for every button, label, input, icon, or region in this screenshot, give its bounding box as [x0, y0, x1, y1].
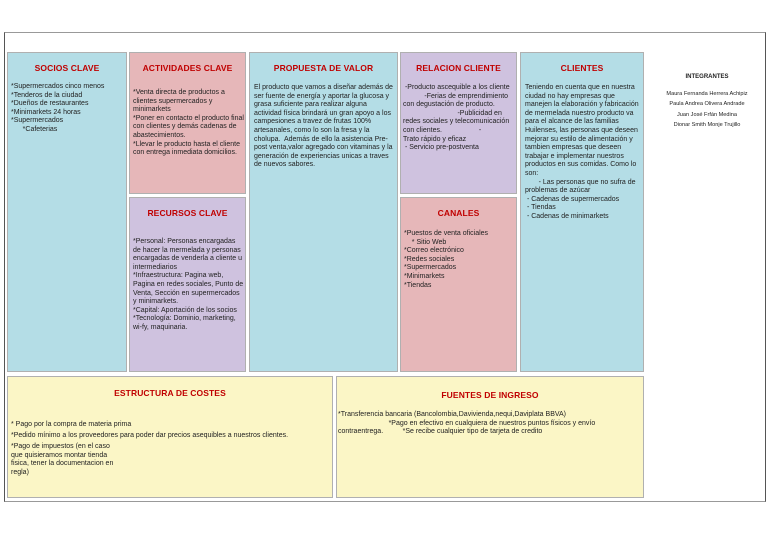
estructura-costes-line-3: *Pago de impuestos (en el caso que quisieramos montar tienda fisica, tener la documentacion en regla): [11, 443, 114, 476]
clientes-title: CLIENTES: [560, 63, 604, 73]
clientes-block: [520, 52, 644, 372]
integrante-3: Juan José Frfán Medina: [676, 111, 737, 118]
propuesta-valor-title: PROPUESTA DE VALOR: [273, 63, 374, 73]
propuesta-valor-block: [249, 52, 398, 372]
estructura-costes-line-1: * Pago por la compra de materia prima: [11, 421, 132, 428]
relacion-cliente-title: RELACION CLIENTE: [416, 63, 501, 73]
canales-text: *Puestos de venta oficiales * Sitio Web *Correo electrónico *Redes sociales *Supermercados *Minimarkets *Tiendas: [404, 230, 489, 289]
relacion-cliente-text: -Producto ascequible a los cliente -Ferias de emprendimiento con degustación de producto. -Publicidad en redes sociales y telecomunicación con clientes. - Trato rápido y eficaz - Servicio pre-postventa: [403, 84, 510, 152]
fuentes-ingreso-title: FUENTES DE INGRESO: [441, 390, 539, 400]
actividades-clave-text: *Venta directa de productos a clientes supermercados y minimarkets *Poner en contacto el producto final con clientes y demás cadenas de abastecimientos. *Llevar le producto hasta el cliente con entrega inmediata domicilios.: [133, 89, 244, 157]
estructura-costes-title: ESTRUCTURA DE COSTES: [114, 388, 226, 398]
recursos-clave-title: RECURSOS CLAVE: [147, 208, 228, 218]
actividades-clave-title: ACTIVIDADES CLAVE: [142, 63, 233, 73]
canales-title: CANALES: [437, 208, 480, 218]
integrantes-panel: [652, 72, 762, 131]
actividades-clave-block: [129, 52, 246, 194]
socios-clave-text: *Supermercados cinco menos *Tenderos de la ciudad *Dueños de restaurantes *Minimarkets 24 horas *Supermercados *Cafeterias: [11, 83, 105, 133]
relacion-cliente-block: [400, 52, 517, 194]
fuentes-ingreso-block: [336, 376, 644, 498]
integrante-2: Paula Andrea Olivera Andrade: [669, 101, 745, 108]
recursos-clave-block: [129, 197, 246, 372]
clientes-text: Teniendo en cuenta que en nuestra ciudad no hay empresas que manejen la elaboración y fabricación de mermelada nuestro producto va para el alcance de las familias Huilenses, las personas que deseen mejorar su estilo de alimentación y tambien empresas que deseen trabajar e implementar nuestros productos en sus comidas. Como lo son: - Las personas que no sufra de problemas de azúcar - Cadenas de supermercados - Tiendas - Cadenas de minimarkets: [525, 84, 639, 220]
integrante-4: Dionar Smith Monje Trujillo: [673, 122, 741, 129]
socios-clave-block: [7, 52, 127, 372]
canales-block: [400, 197, 517, 372]
integrante-1: Maura Fernanda Herrera Achipiz: [666, 90, 748, 97]
estructura-costes-block: [7, 376, 333, 498]
socios-clave-title: SOCIOS CLAVE: [34, 63, 100, 73]
propuesta-valor-text: El producto que vamos a diseñar además de ser fuente de energía y aportar la glucosa y grasa suficiente para realizar alguna actividad física brindará un gran apoyo a los campesiones a travez de frutas 100% artesanales, como lo son la fresa y la cholupa. Además de ello la asistencia Pre-post venta,valor agregado con vitaminas y la generación de experiencias unicas a traves de nuevos sabores.: [254, 84, 395, 169]
fuentes-ingreso-text: *Transferencia bancaria (Bancolombia,Davivienda,nequi,Daviplata BBVA) *Pago en efectivo en cualquiera de nuestros puntos físicos y envío contraentrega. *Se recibe cualquier tipo de tarjeta de credito: [338, 411, 596, 436]
estructura-costes-line-2: *Pedido mínimo a los proveedores para poder dar precios asequibles a nuestros clientes.: [11, 432, 289, 439]
recursos-clave-text: *Personal: Personas encargadas de hacer la mermelada y personas encargadas de venderla a cliente u intermediarios *Infraestructura: Pagina web, Pagina en redes sociales, Punto de Venta, Sección en supermercados y minimarkets. *Capital: Aportación de los socios *Tecnología: Dominio, marketing, wi-fy, maquinaria.: [133, 238, 244, 331]
integrantes-title: INTEGRANTES: [685, 74, 729, 80]
